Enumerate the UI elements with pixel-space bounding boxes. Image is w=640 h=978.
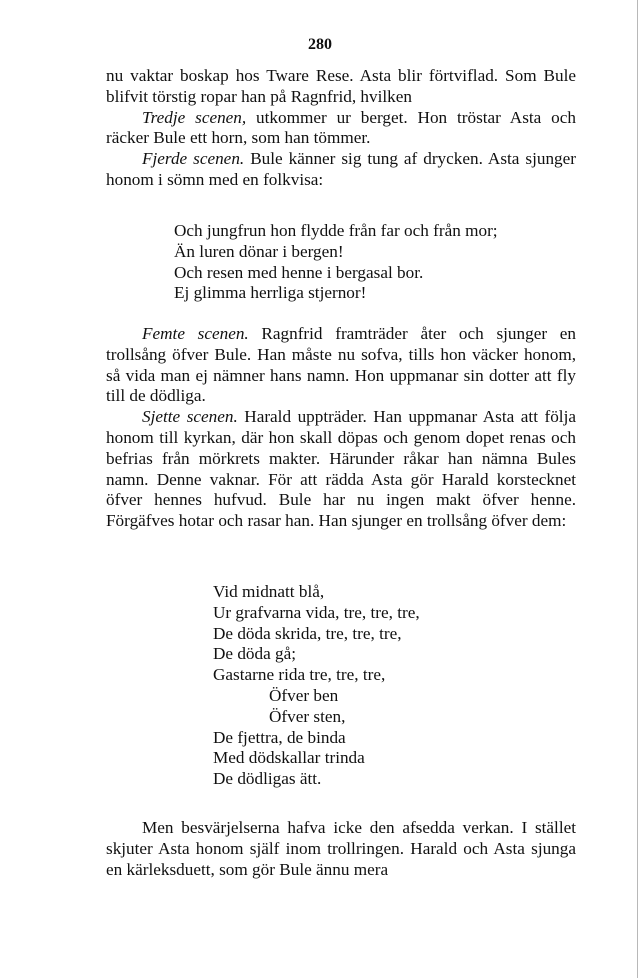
verse-line: Ej glimma herrliga stjernor! — [174, 283, 367, 303]
verse-line: Ur grafvarna vida, tre, tre, tre, — [213, 602, 420, 622]
verse-line: De döda gå; — [213, 644, 297, 664]
page-edge-divider — [637, 0, 638, 978]
scene-heading-femte: Femte scenen. — [142, 324, 249, 343]
text-section-1 — [106, 66, 576, 191]
scene-text-tredje: utkommer ur berget. Hon tröstar Asta och räcker Bule ett horn, som han tömmer. — [106, 107, 576, 148]
scene-heading-fjerde: Fjerde scenen. — [142, 149, 245, 169]
verse-line: Vid midnatt blå, — [213, 582, 325, 601]
text-section-3 — [106, 818, 576, 880]
scene-text-fjerde: Bule känner sig tung af drycken. Asta sjunger honom i sömn med en folkvisa: — [106, 149, 576, 189]
paragraph-1: nu vaktar boskap hos Tware Rese. Asta blir förtviflad. Som Bule blifvit törstig ropar han på Ragnfrid, hvilken — [106, 66, 576, 106]
text-section-2 — [106, 324, 576, 532]
verse-line: Öfver sten, — [269, 706, 346, 726]
verse-line: Och jungfrun hon flydde från far och från mor; — [174, 221, 498, 240]
scene-heading-tredje: Tredje scenen, — [142, 107, 247, 127]
verse-line: Gastarne rida tre, tre, tre, — [213, 665, 386, 685]
verse-line: De dödligas ätt. — [213, 769, 322, 789]
verse-line: De döda skrida, tre, tre, tre, — [213, 623, 402, 643]
verse-trollsang — [213, 582, 420, 790]
verse-line: Öfver ben — [269, 685, 339, 705]
scene-text-sjette: Harald uppträder. Han uppmanar Asta att följa honom till kyrkan, där hon skall döpas och genom dopet renas och befrias från mörkrets makter. Härunder råkar han nämna Bules namn. Denne vaknar. För att rädda Asta gör Harald korstecknet öfver hennes hufvud. Bule har nu ingen makt öfver henne. Förgäfves hotar och rasar han. Han sjunger en trollsång öfver dem: — [106, 407, 576, 531]
scene-text-femte: Ragnfrid framträder åter och sjunger en trollsång öfver Bule. Han måste nu sofva, tills hon väcker honom, så vida man ej nämner hans namn. Hon uppmanar sin dotter att fly till de dödliga. — [106, 324, 576, 406]
paragraph-tredje-scenen — [106, 108, 576, 150]
verse-line: Och resen med henne i bergasal bor. — [174, 262, 424, 282]
verse-line: De fjettra, de binda — [213, 727, 346, 747]
paragraph-sjette-scenen — [106, 407, 576, 532]
verse-line: Än luren dönar i bergen! — [174, 241, 344, 261]
paragraph-femte-scenen — [106, 324, 576, 407]
paragraph-final: Men besvärjelserna hafva icke den afsedda verkan. I stället skjuter Asta honom själf inom trollringen. Harald och Asta sjunga en kärleksduett, som gör Bule ännu mera — [106, 818, 576, 879]
scene-heading-sjette: Sjette scenen. — [142, 407, 238, 427]
page-number: 280 — [308, 36, 332, 53]
verse-folkvisa — [174, 221, 498, 304]
paragraph-fjerde-scenen — [106, 149, 576, 191]
verse-line: Med dödskallar trinda — [213, 748, 365, 768]
